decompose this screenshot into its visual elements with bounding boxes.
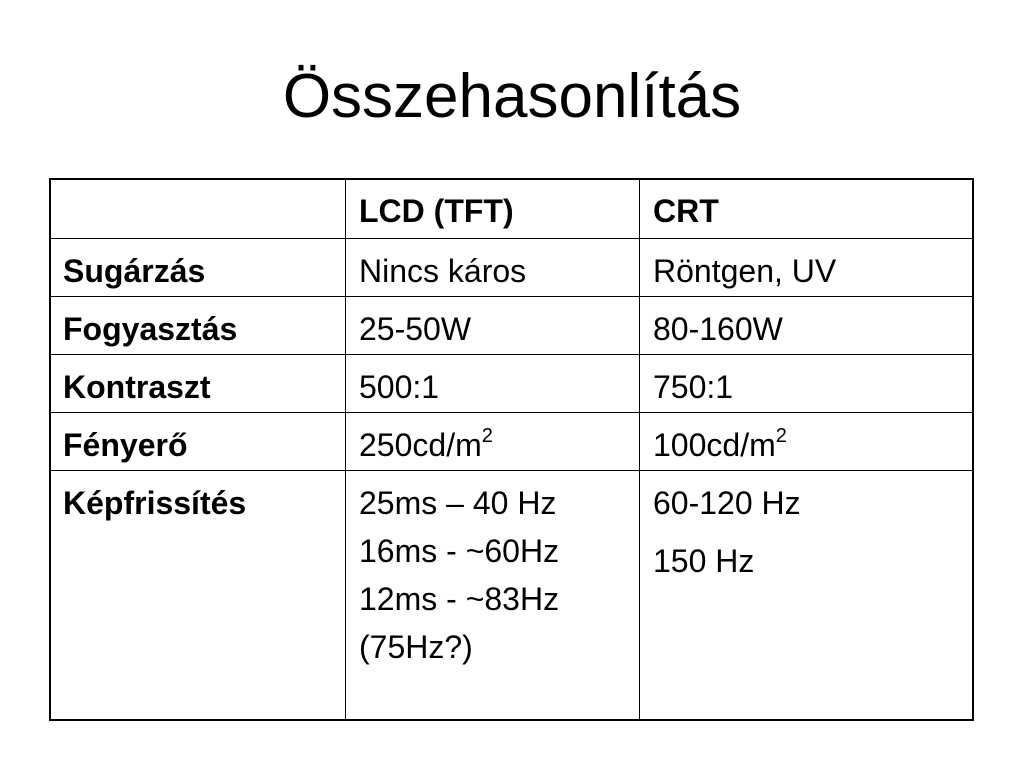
header-cell-empty [50,179,346,239]
lcd-refresh-line: (75Hz?) [359,629,473,666]
lcd-fenyero-superscript: 2 [481,425,493,448]
cell-crt-sugarzas: Röntgen, UV [640,239,974,297]
table-row [50,297,974,355]
table-row [50,239,974,297]
comparison-table [49,178,974,721]
table-row [50,471,974,721]
row-label-kontraszt: Kontraszt [50,355,346,413]
lcd-refresh-line: 16ms - ~60Hz [359,533,560,570]
row-label-kepfrissites: Képfrissítés [50,471,346,721]
cell-crt-kontraszt: 750:1 [640,355,974,413]
crt-fenyero-superscript: 2 [775,425,787,448]
crt-fenyero-value: 100cd/m [653,427,776,464]
cell-lcd-kontraszt: 500:1 [346,355,640,413]
cell-crt-fenyero [640,413,974,471]
crt-refresh-line: 60-120 Hz [653,485,801,522]
table-row [50,413,974,471]
cell-crt-kepfrissites [640,471,974,721]
table-row [50,355,974,413]
cell-lcd-fenyero [346,413,640,471]
lcd-refresh-line: 12ms - ~83Hz [359,581,560,618]
cell-crt-fogyasztas: 80-160W [640,297,974,355]
crt-refresh-line: 150 Hz [653,543,755,580]
lcd-fenyero-value: 250cd/m [359,427,482,464]
header-cell-crt: CRT [640,179,974,239]
cell-lcd-kepfrissites [346,471,640,721]
row-label-sugarzas: Sugárzás [50,239,346,297]
table-header-row [50,179,974,239]
row-label-fenyero: Fényerő [50,413,346,471]
lcd-refresh-line: 25ms – 40 Hz [359,485,557,522]
cell-lcd-fogyasztas: 25-50W [346,297,640,355]
cell-lcd-sugarzas: Nincs káros [346,239,640,297]
row-label-fogyasztas: Fogyasztás [50,297,346,355]
slide-title: Összehasonlítás [282,62,742,131]
header-cell-lcd: LCD (TFT) [346,179,640,239]
